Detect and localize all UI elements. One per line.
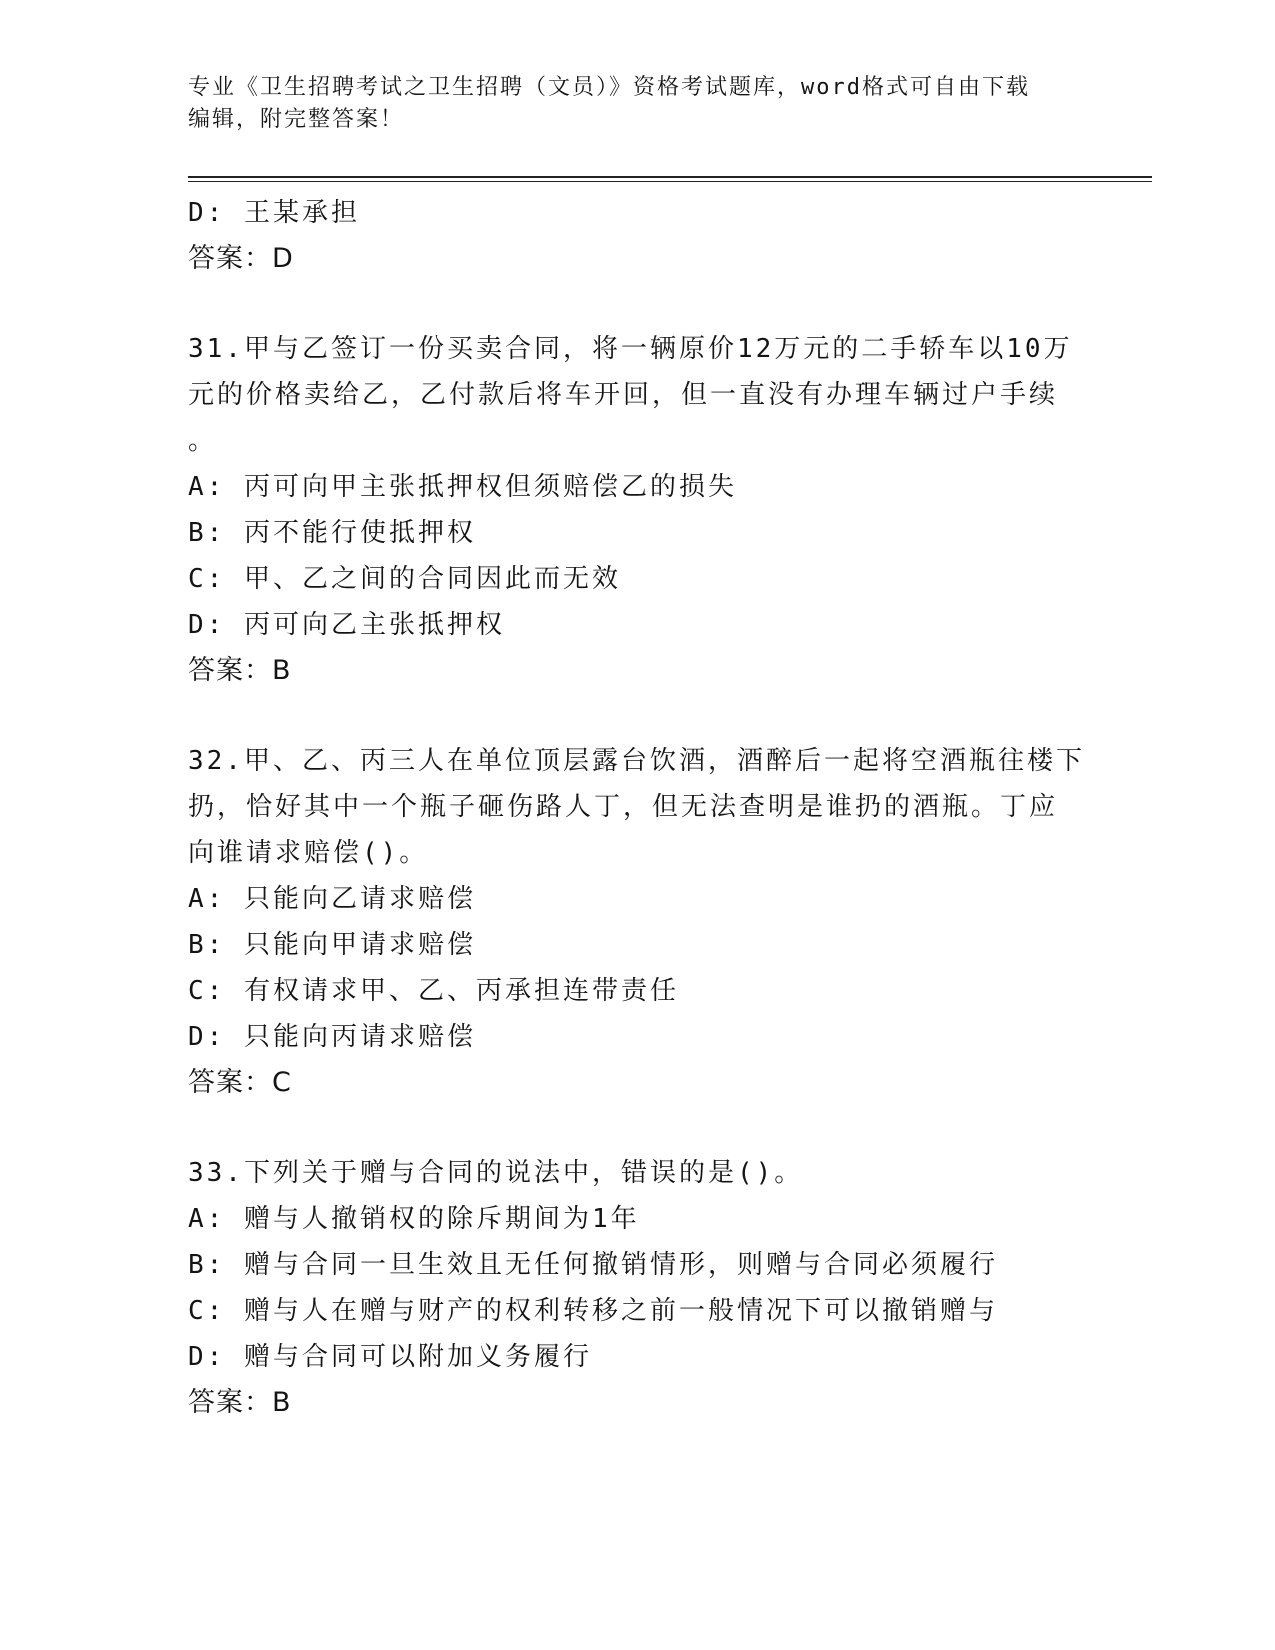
question-32	[188, 738, 1088, 1106]
header-line-1: 专业《卫生招聘考试之卫生招聘（文员）》资格考试题库，word格式可自由下载	[188, 75, 1030, 100]
question-list	[188, 190, 1088, 1426]
option-c: C: 赠与人在赠与财产的权利转移之前一般情况下可以撤销赠与	[188, 1296, 998, 1326]
option-b: B: 只能向甲请求赔偿	[188, 930, 476, 960]
question-text-line: 扔，恰好其中一个瓶子砸伤路人丁，但无法查明是谁扔的酒瓶。丁应	[188, 792, 1059, 822]
header-rule-thin	[188, 181, 1152, 182]
header-line-2: 编辑，附完整答案！	[188, 107, 405, 132]
option-b: B: 赠与合同一旦生效且无任何撤销情形，则赠与合同必须履行	[188, 1250, 998, 1280]
question-31	[188, 326, 1088, 694]
option-d: D: 只能向丙请求赔偿	[188, 1022, 476, 1052]
option-a: A: 只能向乙请求赔偿	[188, 884, 476, 914]
question-text-line: 33.下列关于赠与合同的说法中，错误的是()。	[188, 1158, 804, 1188]
option-c: C: 有权请求甲、乙、丙承担连带责任	[188, 976, 679, 1006]
option-b: B: 丙不能行使抵押权	[188, 518, 476, 548]
question-text-line: 元的价格卖给乙，乙付款后将车开回，但一直没有办理车辆过户手续	[188, 380, 1059, 410]
question-text-line: 32.甲、乙、丙三人在单位顶层露台饮酒，酒醉后一起将空酒瓶往楼下	[188, 746, 1085, 776]
question-text-line: 。	[188, 426, 218, 456]
prev-answer: 答案：D	[188, 243, 294, 274]
prev-option-d: D: 王某承担	[188, 198, 360, 228]
question-33	[188, 1150, 1088, 1426]
answer: 答案：B	[188, 1387, 292, 1418]
question-text-line: 向谁请求赔偿()。	[188, 838, 429, 868]
option-a: A: 赠与人撤销权的除斥期间为1年	[188, 1204, 640, 1234]
answer: 答案：B	[188, 655, 292, 686]
answer: 答案：C	[188, 1067, 292, 1098]
header-rule-thick	[188, 176, 1152, 178]
option-d: D: 赠与合同可以附加义务履行	[188, 1342, 592, 1372]
document-header	[188, 72, 1088, 136]
option-c: C: 甲、乙之间的合同因此而无效	[188, 564, 621, 594]
option-a: A: 丙可向甲主张抵押权但须赔偿乙的损失	[188, 472, 737, 502]
option-d: D: 丙可向乙主张抵押权	[188, 610, 505, 640]
question-text-line: 31.甲与乙签订一份买卖合同，将一辆原价12万元的二手轿车以10万	[188, 334, 1073, 364]
